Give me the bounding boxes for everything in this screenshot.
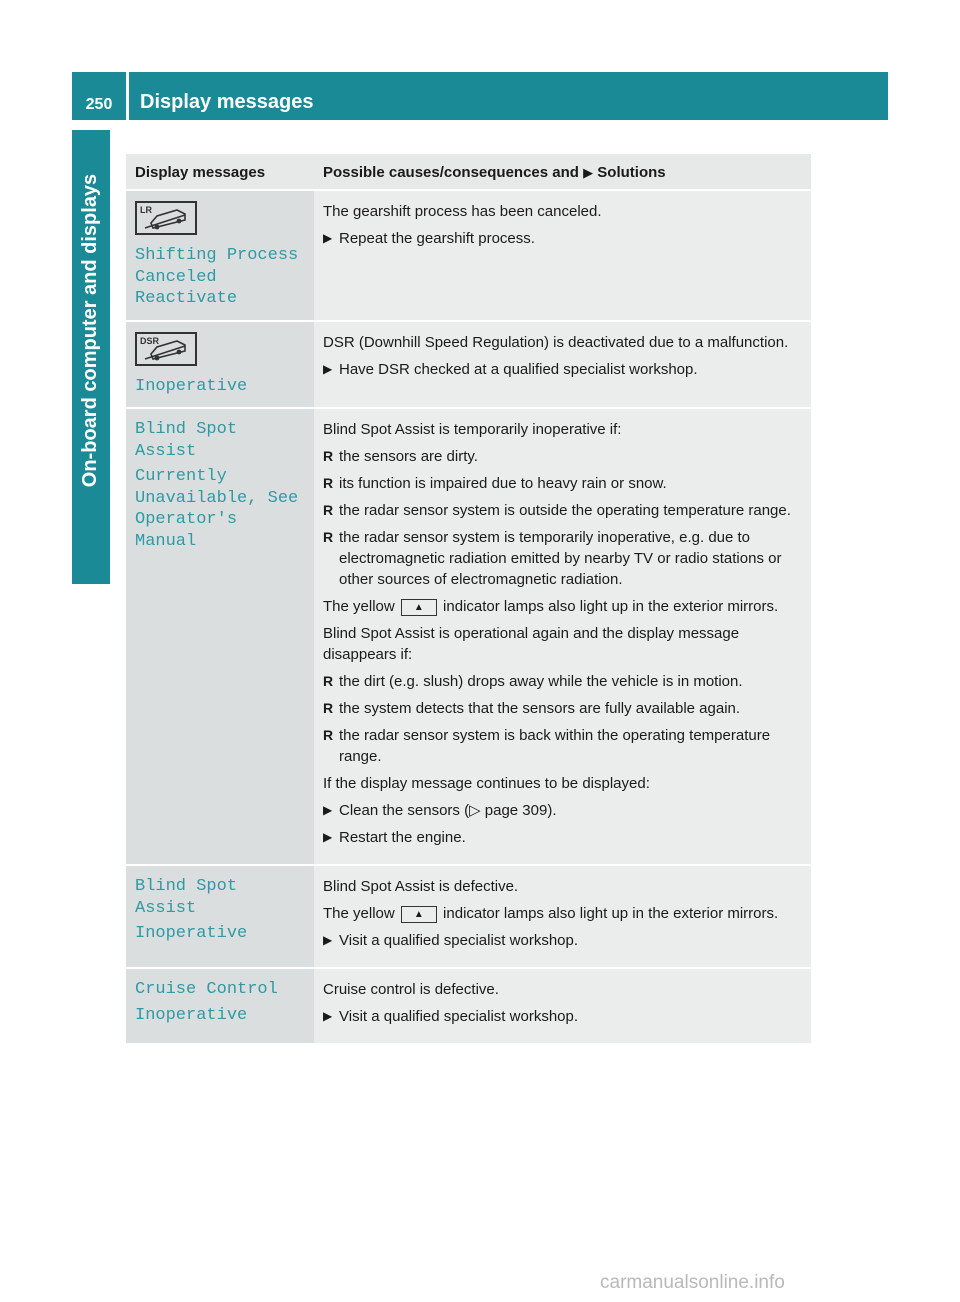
solution-cell [314,968,811,1044]
display-message-text: Blind Spot Assist [135,877,238,918]
page-title: Display messages [140,91,314,113]
action-step [323,359,803,380]
svg-text:LR: LR [140,205,152,215]
bullet-item [323,725,803,767]
arrow-icon: ▶ [323,803,333,817]
arrow-icon: ▶ [323,830,333,844]
action-step [323,800,803,821]
dsr-icon [135,332,306,366]
table-row [126,408,811,865]
step-text: the dirt (e.g. slush) drops away while the vehicle is in motion. [339,673,743,690]
display-messages-table [126,154,811,1045]
description-text: If the display message continues to be displayed: [323,775,650,792]
bullet-item [323,698,803,719]
solution-cell [314,321,811,409]
step-text: the radar sensor system is temporarily inoperative, e.g. due to electromagnetic radiation emitted by nearby TV or radio stations or other sources of electromagnetic radiation. [339,529,782,588]
step-text: Visit a qualified specialist workshop. [339,932,579,949]
display-message-cell [126,408,314,865]
table-row [126,321,811,409]
table-row [126,190,811,321]
page-number: 250 [85,96,113,113]
bullet-item [323,473,803,494]
warning-lamp-icon: ▲ [401,906,437,923]
action-step [323,1006,803,1027]
description-text: The gearshift process has been canceled. [323,203,602,220]
bullet-icon: R [323,475,334,491]
lamp-text-before: The yellow [323,598,395,615]
col-header-solutions: Possible causes/consequences and ▶ Solutions [314,154,811,190]
arrow-icon: ▶ [583,165,594,180]
action-step [323,827,803,848]
description-text: Blind Spot Assist is operational again and the display message disappears if: [323,625,740,663]
display-message-text: Shifting Process Canceled Reactivate [135,246,299,308]
lamp-text-after: indicator lamps also light up in the exterior mirrors. [443,598,779,615]
solution-cell [314,408,811,865]
display-message-cell [126,865,314,968]
warning-lamp-icon: ▲ [401,599,437,616]
description-text: Cruise control is defective. [323,981,499,998]
arrow-icon: ▶ [323,1009,333,1023]
lamp-text-before: The yellow [323,905,395,922]
display-message-cell [126,968,314,1044]
table-row [126,865,811,968]
display-message-text: Currently Unavailable, See Operator's Manual [135,467,299,551]
lamp-text [323,903,803,924]
action-step [323,228,803,249]
step-text: its function is impaired due to heavy rain or snow. [339,475,667,492]
action-step [323,930,803,951]
bullet-icon: R [323,727,334,743]
step-text: the sensors are dirty. [339,448,478,465]
bullet-item [323,671,803,692]
step-text: Clean the sensors (▷ page 309). [339,802,557,819]
bullet-icon: R [323,502,334,518]
step-text: the radar sensor system is back within the operating temperature range. [339,727,771,765]
bullet-icon: R [323,448,334,464]
svg-text:DSR: DSR [140,335,160,346]
solution-cell [314,190,811,321]
display-message-text: Cruise Control [135,980,278,999]
display-message-cell [126,321,314,409]
watermark: carmanualsonline.info [600,1272,785,1293]
bullet-icon: R [323,700,334,716]
table-row [126,968,811,1044]
description-text: Blind Spot Assist is defective. [323,878,519,895]
description-text: DSR (Downhill Speed Regulation) is deactivated due to a malfunction. [323,333,789,351]
description-text: Blind Spot Assist is temporarily inoperative if: [323,421,622,438]
display-message-text: Inoperative [135,924,248,943]
bullet-icon: R [323,529,334,545]
bullet-icon: R [323,673,334,689]
solution-cell [314,865,811,968]
table-header-row [126,154,811,190]
col-header-display-messages: Display messages [126,154,314,190]
side-tab-label: On-board computer and displays [79,173,102,487]
display-message-cell [126,190,314,321]
step-text: the system detects that the sensors are fully available again. [339,700,741,717]
lamp-text [323,596,803,617]
step-text: Restart the engine. [339,829,466,846]
bullet-item [323,446,803,467]
arrow-icon: ▶ [323,231,333,245]
step-text: Have DSR checked at a qualified specialist workshop. [339,360,698,378]
arrow-icon: ▶ [323,361,333,376]
display-message-text: Inoperative [135,1005,248,1025]
step-text: Repeat the gearshift process. [339,230,535,247]
header-divider [126,72,129,120]
arrow-icon: ▶ [323,933,333,947]
bullet-item [323,500,803,521]
step-text: the radar sensor system is outside the operating temperature range. [339,502,791,519]
step-text: Visit a qualified specialist workshop. [339,1008,579,1025]
side-tab-label-wrap [72,130,110,530]
lr-vehicle-icon [135,201,306,235]
display-message-text: Blind Spot Assist [135,420,238,461]
bullet-item [323,527,803,590]
display-message-text: Inoperative [135,376,248,396]
lamp-text-after: indicator lamps also light up in the exterior mirrors. [443,905,779,922]
